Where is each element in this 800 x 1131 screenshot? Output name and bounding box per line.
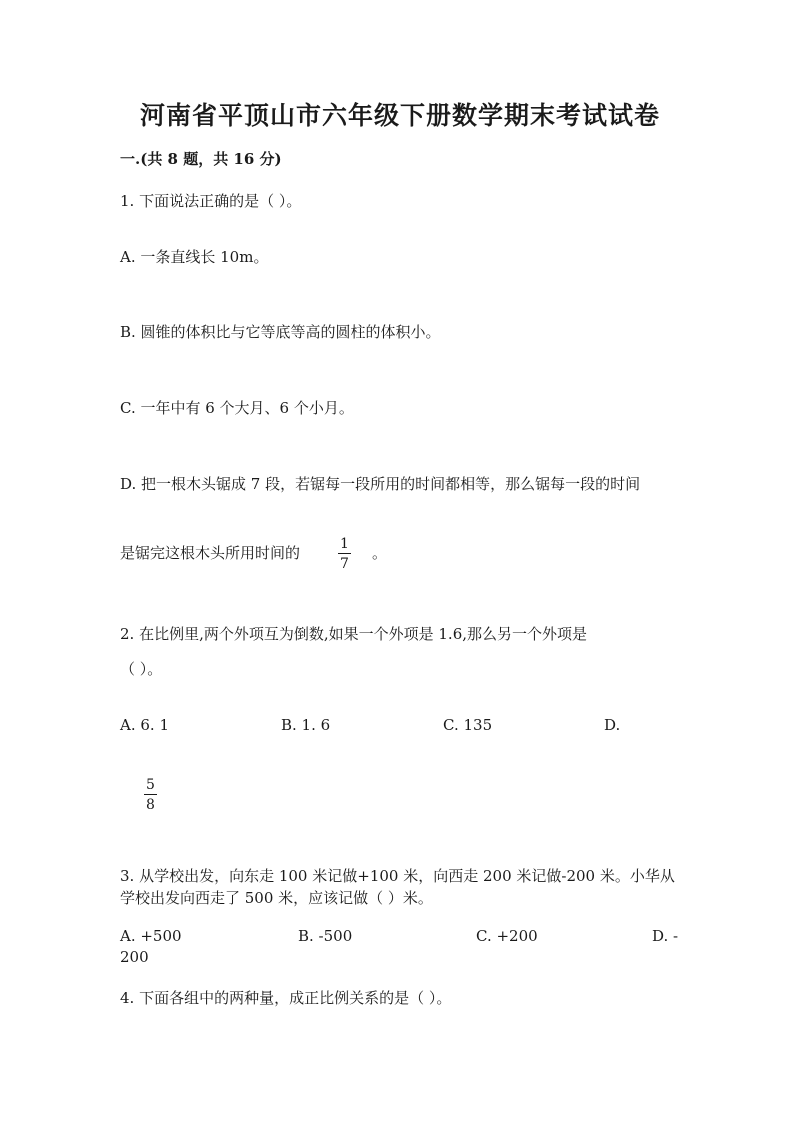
q3-option-d-continued: 200 [120,948,149,966]
q2-fraction-denominator: 8 [146,797,155,813]
q4-stem: 4. 下面各组中的两种量，成正比例关系的是（ ）。 [120,989,452,1007]
q1-fraction-denominator: 7 [340,556,349,572]
section-heading: 一.(共 8 题，共 16 分) [120,150,282,168]
q3-option-a: A. +500 [120,927,182,945]
q2-fraction-numerator: 5 [146,777,155,793]
q2-stem-line1: 2. 在比例里,两个外项互为倒数,如果一个外项是 1.6,那么另一个外项是 [120,625,588,643]
q1-option-d-end: 。 [372,544,388,562]
q3-stem-line1: 3. 从学校出发，向东走 100 米记做+100 米，向西走 200 米记做-200 米。小华从 [120,867,675,885]
q1-option-c: C. 一年中有 6 个大月、6 个小月。 [120,399,354,417]
q3-option-b: B. -500 [298,927,353,945]
q3-stem-line2: 学校出发向西走了 500 米，应该记做（ ）米。 [120,889,433,907]
q3-option-d: D. - [652,927,679,945]
q2-fraction [144,778,157,812]
q1-stem: 1. 下面说法正确的是（ ）。 [120,192,302,210]
q2-option-d: D. [604,716,621,734]
q2-stem-line2: （ ）。 [120,660,163,678]
q2-option-b: B. 1. 6 [281,716,331,734]
q2-option-a: A. 6. 1 [120,716,169,734]
q2-option-c: C. 135 [443,716,493,734]
q3-option-c: C. +200 [476,927,538,945]
q1-option-d-line1: D. 把一根木头锯成 7 段，若锯每一段所用的时间都相等，那么锯每一段的时间 [120,475,641,493]
page-title: 河南省平顶山市六年级下册数学期末考试试卷 [139,101,660,130]
q1-option-d-line2: 是锯完这根木头所用时间的 [120,544,301,562]
q1-option-a: A. 一条直线长 10m。 [120,248,269,266]
q1-fraction [338,537,351,571]
q1-fraction-numerator: 1 [340,536,349,552]
q1-option-b: B. 圆锥的体积比与它等底等高的圆柱的体积小。 [120,323,441,341]
